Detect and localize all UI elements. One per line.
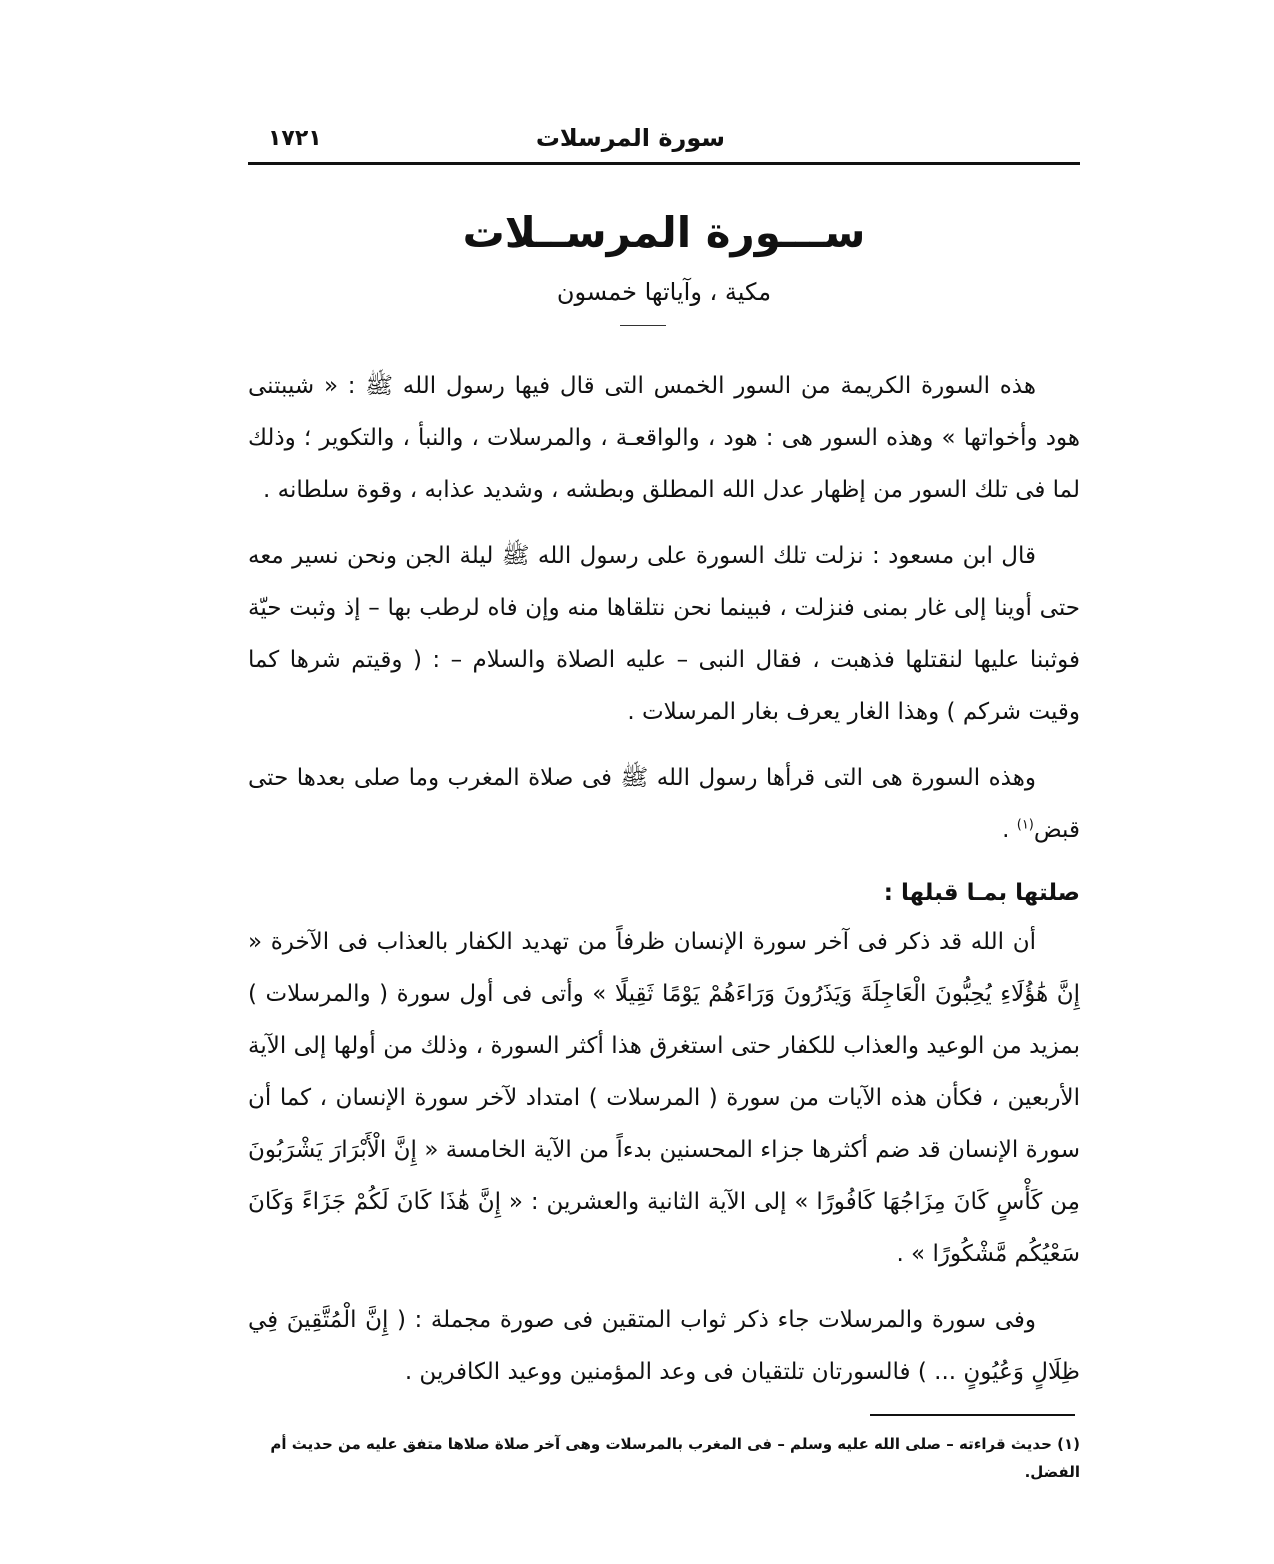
main-text (248, 360, 1080, 1412)
surah-title: ســـورة المرســلات (462, 208, 866, 257)
paragraph: قال ابن مسعود : نزلت تلك السورة على رسول الله ﷺ ليلة الجن ونحن نسير معه حتى أوينا إلى غار بمنى فنزلت ، فبينما نحن نتلقاها منه وإن فاه لرطب بها – إذ وثبت حيّة فوثبنا عليها لنقتلها فذهبت ، فقال النبى – عليه الصلاة والسلام – : ( وقيتم شرها كما وقيت شركم ) وهذا الغار يعرف بغار المرسلات . (248, 543, 1080, 725)
section-heading: صلتها بمـا قبلها : (883, 880, 1080, 906)
surah-subtitle: مكية ، وآياتها خمسون (556, 278, 772, 306)
footnote-marker: (١) (1016, 817, 1034, 833)
running-title: سورة المرسلات (535, 124, 725, 152)
page-header (248, 118, 1080, 165)
title-divider (620, 325, 666, 326)
footnote: (١) حديث قراءته – صلى الله عليه وسلم – فى المغرب بالمرسلات وهى آخر صلاة صلاها متفق عليه من حديث أم الفضل. (270, 1435, 1080, 1481)
paragraph: أن الله قد ذكر فى آخر سورة الإنسان ظرفاً من تهديد الكفار بالعذاب فى الآخرة « إِنَّ هَٰؤُلَاءِ يُحِبُّونَ الْعَاجِلَةَ وَيَذَرُونَ وَرَاءَهُمْ يَوْمًا ثَقِيلًا » وأتى فى أول سورة ( والمرسلات ) بمزيد من الوعيد والعذاب للكفار حتى استغرق هذا أكثر السورة ، وذلك من أولها إلى الآية الأربعين ، فكأن هذه الآيات من سورة ( المرسلات ) امتداد لآخر سورة الإنسان ، كما أن سورة الإنسان قد ضم أكثرها جزاء المحسنين بدءاً من الآية الخامسة « إِنَّ الْأَبْرَارَ يَشْرَبُونَ مِن كَأْسٍ كَانَ مِزَاجُهَا كَافُورًا » إلى الآية الثانية والعشرين : « إِنَّ هَٰذَا كَانَ لَكُمْ جَزَاءً وَكَانَ سَعْيُكُم مَّشْكُورًا » . (248, 929, 1080, 1267)
page-number: ١٧٢١ (268, 126, 322, 151)
paragraph: وفى سورة والمرسلات جاء ذكر ثواب المتقين فى صورة مجملة : ( إِنَّ الْمُتَّقِينَ فِي ظِلَالٍ وَعُيُونٍ ... ) فالسورتان تلتقيان فى وعد المؤمنين ووعيد الكافرين . (248, 1307, 1080, 1385)
paragraph: هذه السورة الكريمة من السور الخمس التى قال فيها رسول الله ﷺ : « شيبتنى هود وأخواتها » وهذه السور هى : هود ، والواقعـة ، والمرسلات ، والنبأ ، والتكوير ؛ وذلك لما فى تلك السور من إظهار عدل الله المطلق وبطشه ، وشديد عذابه ، وقوة سلطانه . (248, 373, 1080, 503)
paragraph: وهذه السورة هى التى قرأها رسول الله ﷺ فى صلاة المغرب وما صلى بعدها حتى قبض$^{(١)}$ . (248, 765, 1080, 843)
footnote-divider (870, 1414, 1075, 1416)
paragraph-text: وهذه السورة هى التى قرأها رسول الله ﷺ فى صلاة المغرب وما صلى بعدها حتى قبض (248, 765, 1080, 843)
